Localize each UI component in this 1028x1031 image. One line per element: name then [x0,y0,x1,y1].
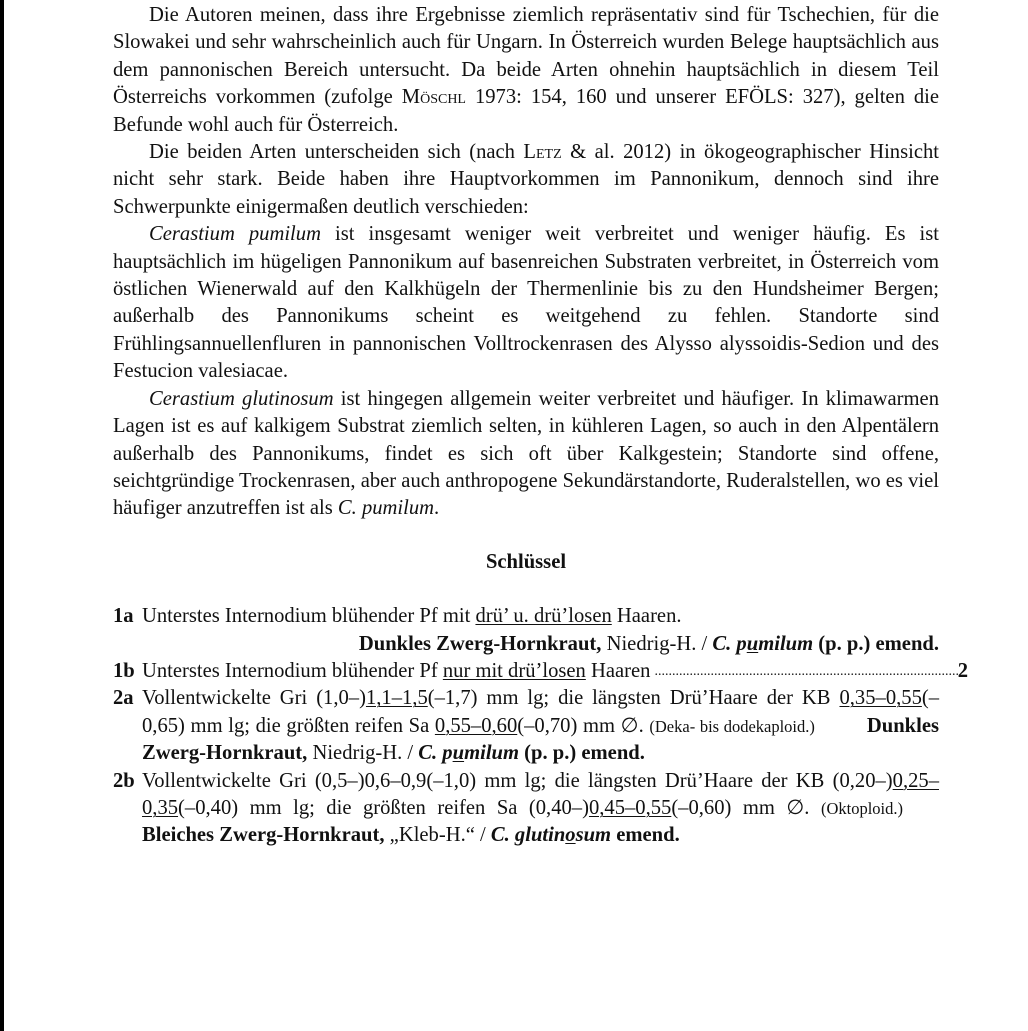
key-2a-u2: 0,35–0,55 [839,687,922,710]
key-1a-sp-a: C. p [712,632,747,655]
key-2b-result-name: Bleiches Zwerg-Hornkraut, [142,824,385,847]
species-glutinosum: Cerastium glutinosum [149,387,334,410]
key-1b-t2: Haaren [585,659,651,682]
key-1a-t2: Haaren. [611,605,682,628]
paragraph-2-text: Die beiden Arten unterscheiden sich (nach [149,141,524,164]
key-2a-sp-u: u [452,742,465,765]
key-1a-sp-u: u [746,632,759,655]
key-2b-t2: (–0,40) mm lg; die größten reifen Sa (0,40–) [178,796,589,819]
key-1a-result [113,631,939,658]
paragraph-1-end: 1973: 154, 160 und unserer EFÖLS: 327), gelten die Befunde wohl auch für Österreich. [113,86,939,136]
key-2b-sp-u: o [565,824,576,847]
paragraph-1 [113,2,939,139]
key-2b-u2: 0,45–0,55 [588,796,672,819]
key-2b-result-mid: „Kleb-H.“ / [384,824,491,847]
paragraph-2-end: & al. 2012) in ökogeographischer Hinsicht nicht sehr stark. Beide haben ihre Hauptvorkommen im Pannonikum, dennoch sind ihre Schwerpunkte einigermaßen deutlich verschieden: [113,141,939,218]
key-1a-result-name: Dunkles Zwerg-Hornkraut, [358,632,602,655]
key-1b-goto: 2 [957,659,968,682]
key-2b-number: 2b [113,769,135,792]
paragraph-1-text: Die Autoren meinen, dass ihre Ergebnisse ziemlich repräsentativ sind für Tschechien, für die Slowakei und sehr wahrscheinlich auch für Ungarn. In Österreich wurden Belege hauptsächlich aus dem pannonischen Bereich untersucht. Da beide Arten ohnehin hauptsächlich in diesem Teil Österreichs vorkommen (zufolge [113,4,939,109]
paragraph-4-text: ist hingegen allgemein weiter verbreitet und häufiger. In klimawarmen Lagen ist es auf kalkigem Substrat ziemlich selten, in kühleren Lagen, so auch in den Alpentälern außerhalb des Pannonikums, findet es sich oft über Kalkgestein; Standorte sind offene, seichtgründige Trockenrasen, aber auch anthropogene Sekundärstandorte, Ruderalstellen, wo es viel häufiger anzutreffen ist als [113,387,939,520]
paragraph-2 [113,139,939,221]
key-1b-number: 1b [113,659,135,682]
species-pumilum-short: C. pumilum [337,497,435,520]
key-1b-text [142,658,968,685]
key-1b-u1: nur mit drü’losen [442,659,586,682]
key-2a-sp-a: C. p [418,742,453,765]
paragraph-3 [113,221,939,385]
key-2a-ploidy: (Deka- bis dodekaploid.) [649,716,815,736]
key-2a-result-mid: Niedrig-H. / [307,742,419,765]
key-2a-sp-b: milum [464,742,520,765]
paragraph-4-end: . [434,497,440,520]
key-1a-sp-b: milum [758,632,814,655]
key-1a-u1: drü’ u. drü’losen [475,605,612,628]
key-2a-result-name: Dunkles Zwerg-Hornkraut, [142,714,939,765]
key-2b [113,768,939,850]
key-1a-result-mid: Niedrig-H. / [601,632,713,655]
key-2b-text [142,768,939,850]
key-2a-result-end: (p. p.) emend. [519,742,645,765]
leader-dots [650,658,957,685]
key-2b-t3: (–0,60) mm ∅. [671,796,821,819]
key-2b-result-end: emend. [611,824,680,847]
key-2a-t3: (–0,65) mm lg; die größten reifen Sa [142,687,940,737]
key-2a-u3: 0,55–0,60 [434,714,518,737]
page-edge [0,0,4,1031]
key-1a-text [142,603,939,630]
key-1b [113,658,968,685]
key-1a-t1: Unterstes Internodium blühender Pf mit [142,605,476,628]
document-page [113,2,968,850]
key-2a [113,685,939,767]
section-heading: Schlüssel [485,550,567,573]
key-2b-t1: Vollentwickelte Gri (0,5–)0,6–0,9(–1,0) mm lg; die längsten Drü’Haare der KB (0,20–) [142,769,893,792]
species-pumilum: Cerastium pumilum [149,223,321,246]
key-2b-sp-b: sum [575,824,612,847]
key-2a-text [142,685,939,767]
key-1a-result-end: (p. p.) emend. [813,632,939,655]
key-1b-t1: Unterstes Internodium blühender Pf [142,659,443,682]
key-2a-t1: Vollentwickelte Gri (1,0–) [142,687,366,710]
key-2a-t2: (–1,7) mm lg; die längsten Drü’Haare der KB [427,687,840,710]
author-letz: Letz [523,141,562,164]
key-2b-ploidy: (Oktoploid.) [820,798,903,818]
key-2a-t4: (–0,70) mm ∅. [517,714,650,737]
key-2a-u1: 1,1–1,5 [365,687,428,710]
key-2a-number: 2a [113,687,134,710]
paragraph-3-text: ist insgesamt weniger weit verbreitet und weniger häufig. Es ist hauptsächlich im hügeligen Pannonikum auf basenreichen Substraten verbreitet, in Österreich vom östlichen Wienerwald auf den Kalkhügeln der Thermenlinie bis zu den Hundsheimer Bergen; außerhalb des Pannonikums scheint es weitgehend zu fehlen. Standorte sind Frühlingsannuellenfluren in pannonischen Volltrockenrasen des Alysso alyssoidis-Sedion und des Festucion valesiacae. [113,223,939,383]
key-1a [113,603,939,658]
key-1a-number: 1a [113,605,134,628]
key-2b-sp-a: C. glutin [490,824,566,847]
paragraph-4 [113,386,939,523]
key-2b-u1: 0,25–0,35 [142,769,939,819]
author-moeschl: Möschl [401,86,466,109]
